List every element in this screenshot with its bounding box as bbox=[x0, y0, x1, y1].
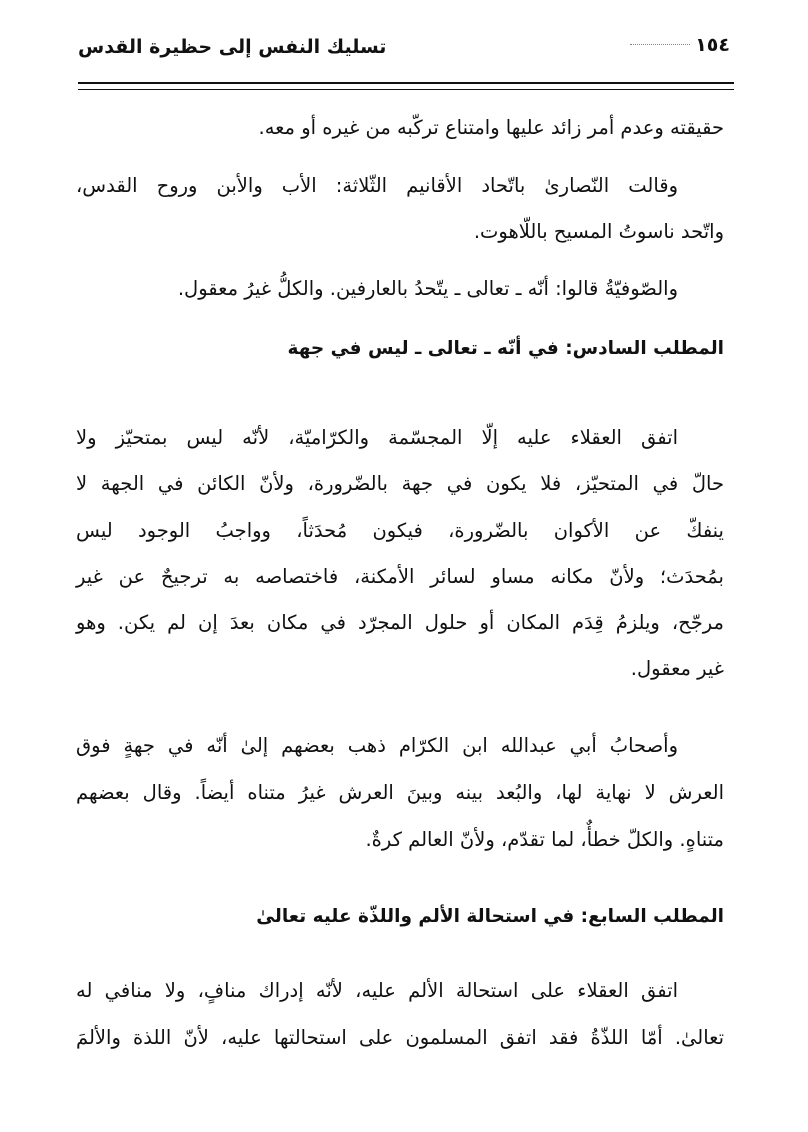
paragraph-line: وأصحابُ أبي عبدالله ابن الكرّام ذهب بعضهم إلىٰ أنّه في جهةٍ فوق bbox=[76, 734, 678, 757]
paragraph-line: حالّ في المتحيّز، فلا يكون في جهة بالضّرورة، ولأنّ الكائن في الجهة لا bbox=[76, 472, 724, 495]
paragraph-line: غير معقول. bbox=[630, 657, 724, 680]
section-heading: المطلب السابع: في استحالة الألم واللذّة عليه تعالىٰ bbox=[256, 906, 724, 927]
section-heading: المطلب السادس: في أنّه ـ تعالى ـ ليس في جهة bbox=[287, 338, 724, 359]
paragraph-line: متناهٍ. والكلّ خطأٌ، لما تقدّم، ولأنّ العالم كرةٌ. bbox=[365, 828, 724, 851]
leader-dots bbox=[630, 44, 690, 45]
paragraph-line: والصّوفيّةُ قالوا: أنّه ـ تعالى ـ يتّحدُ بالعارفين. والكلُّ غيرُ معقول. bbox=[177, 277, 678, 300]
paragraph-line: وقالت النّصارىٰ باتّحاد الأقانيم الثّلاثة: الأب والأبن وروح القدس، bbox=[76, 174, 678, 197]
header-rule-thick bbox=[78, 82, 734, 84]
paragraph-line: اتفق العقلاء عليه إلّا المجسّمة والكرّاميّة، لأنّه ليس بمتحيّز ولا bbox=[76, 426, 678, 449]
paragraph-line: اتفق العقلاء على استحالة الألم عليه، لأنّه إدراك منافٍ، ولا منافي له bbox=[76, 979, 678, 1002]
paragraph-line: تعالىٰ. أمّا اللذّةُ فقد اتفق المسلمون على استحالتها عليه، لأنّ اللذة والألمَ bbox=[76, 1026, 724, 1049]
header-rule-thin bbox=[78, 89, 734, 90]
paragraph-line: حقيقته وعدم أمر زائد عليها وامتناع تركّبه من غيره أو معه. bbox=[258, 116, 724, 139]
paragraph-line: بمُحدَث؛ ولأنّ مكانه مساو لسائر الأمكنة، فاختصاصه به ترجيحٌ عن غير bbox=[76, 565, 724, 588]
paragraph-line: مرجّح، ويلزمُ قِدَم المكان أو حلول المجرّد في مكان بعدَ إن لم يكن. وهو bbox=[76, 611, 724, 634]
page-number: ١٥٤ bbox=[695, 34, 730, 56]
paragraph-line: العرش لا نهاية لها، والبُعد بينه وبينَ العرش غيرُ متناه أيضاً. وقال بعضهم bbox=[76, 781, 724, 804]
paragraph-line: ينفكّ عن الأكوان بالضّرورة، فيكون مُحدَثاً، وواجبُ الوجود ليس bbox=[76, 519, 724, 542]
paragraph-line: واتّحد ناسوتُ المسيح باللّاهوت. bbox=[473, 220, 724, 243]
running-title: تسليك النفس إلى حظيرة القدس bbox=[78, 36, 387, 58]
